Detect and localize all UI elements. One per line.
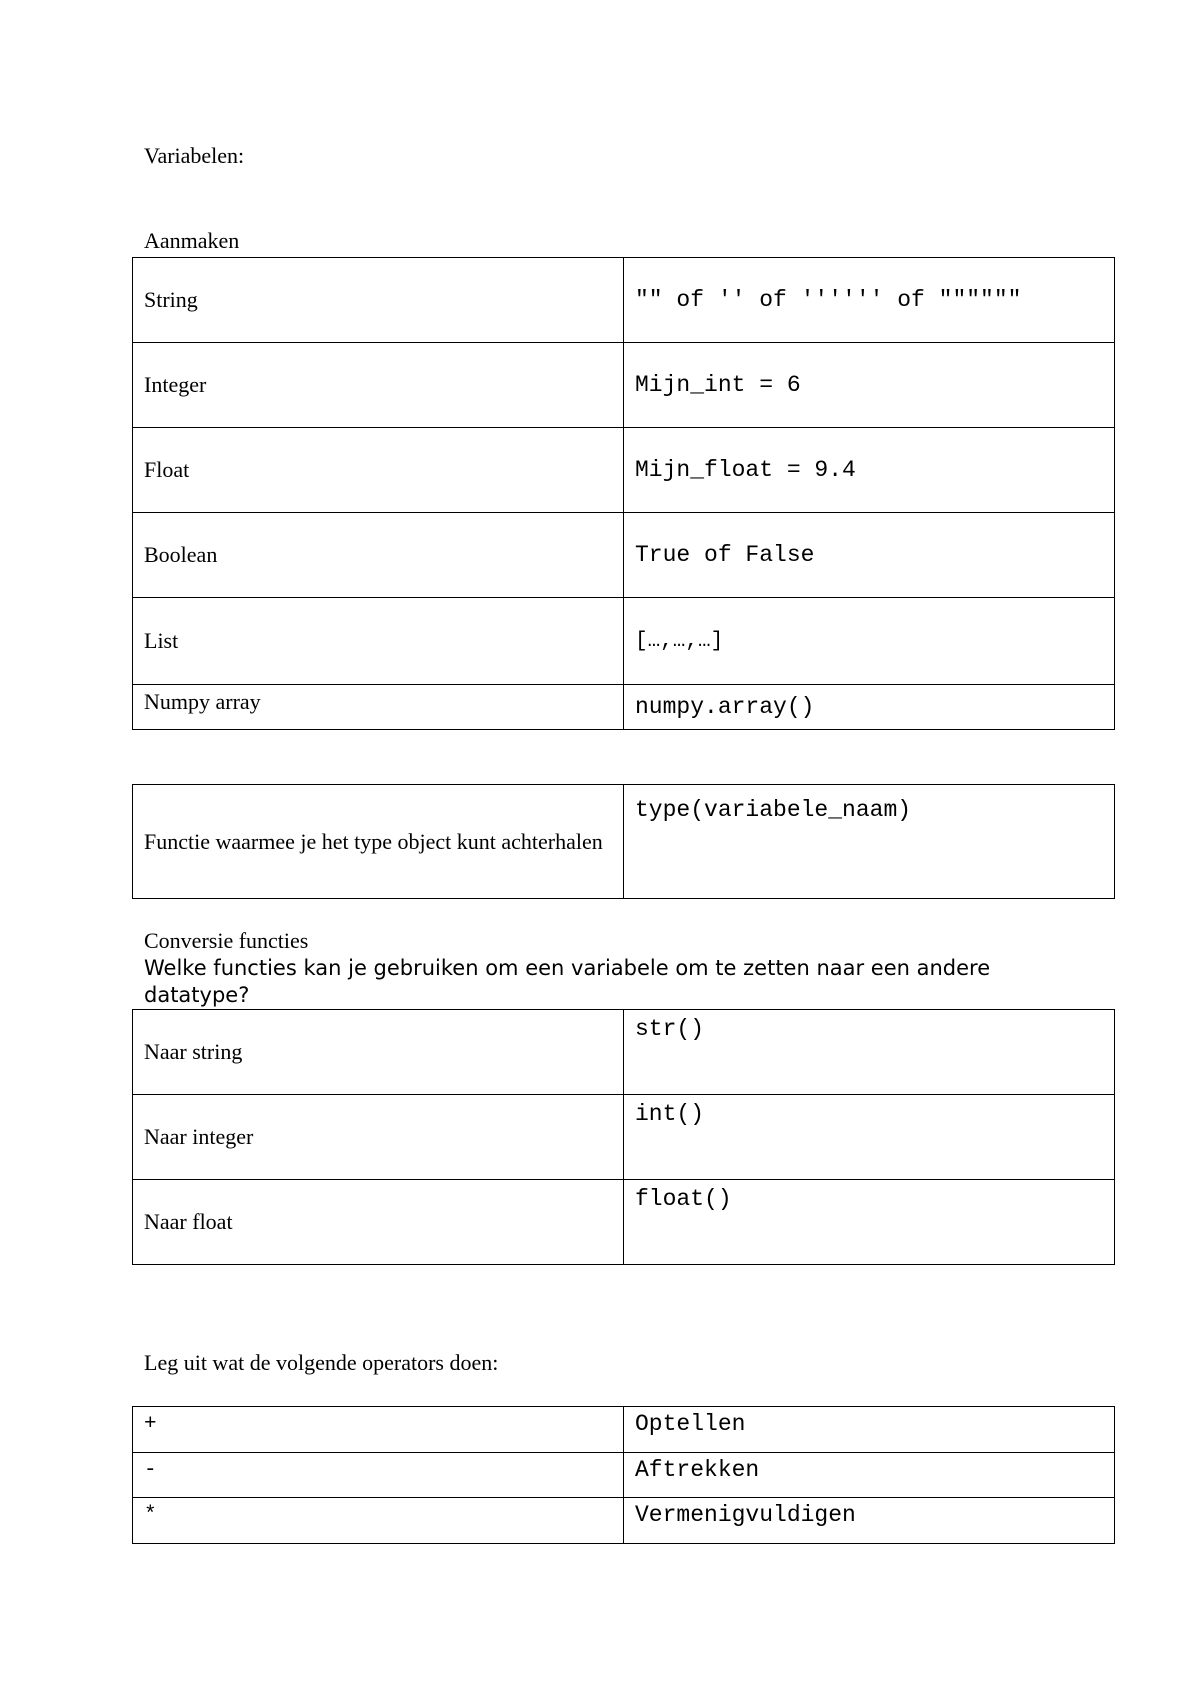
operator-symbol: + [133,1407,624,1453]
row-label: Float [133,428,624,513]
conversion-section-title: Conversie functies [144,928,309,953]
table-row [133,1498,1115,1544]
table-row [133,258,1115,343]
row-value: Mijn_int = 6 [624,343,1115,428]
row-label: Numpy array [133,685,624,730]
conversion-table [132,1009,1115,1265]
row-label: Naar integer [133,1095,624,1180]
row-value: float() [624,1180,1115,1265]
operators-table [132,1406,1115,1544]
create-table [132,257,1115,730]
row-value: […,…,…] [624,598,1115,685]
row-label: String [133,258,624,343]
table-row [133,1095,1115,1180]
operator-meaning: Vermenigvuldigen [624,1498,1115,1544]
operator-symbol: - [133,1453,624,1498]
row-value: True of False [624,513,1115,598]
table-row [133,598,1115,685]
operators-section-title: Leg uit wat de volgende operators doen: [144,1350,499,1375]
table-row [133,513,1115,598]
conversion-question: Welke functies kan je gebruiken om een variabele om te zetten naar een andere datatype? [144,956,991,1007]
row-label: Naar float [133,1180,624,1265]
table-row [133,685,1115,730]
table-row [133,785,1115,899]
row-value: Mijn_float = 9.4 [624,428,1115,513]
create-section-title: Aanmaken [144,228,240,253]
table-row [133,428,1115,513]
row-value: "" of '' of '''''' of """""" [624,258,1115,343]
table-row [133,1453,1115,1498]
row-value: numpy.array() [624,685,1115,730]
type-table [132,784,1115,899]
table-row [133,343,1115,428]
operator-meaning: Aftrekken [624,1453,1115,1498]
type-value: type(variabele_naam) [624,785,1115,899]
table-row [133,1010,1115,1095]
row-label: Naar string [133,1010,624,1095]
operator-meaning: Optellen [624,1407,1115,1453]
table-row [133,1407,1115,1453]
row-label: List [133,598,624,685]
operator-symbol: * [133,1498,624,1544]
row-value: int() [624,1095,1115,1180]
type-label: Functie waarmee je het type object kunt achterhalen [133,785,624,899]
page-heading: Variabelen: [144,143,245,168]
row-value: str() [624,1010,1115,1095]
row-label: Boolean [133,513,624,598]
row-label: Integer [133,343,624,428]
table-row [133,1180,1115,1265]
